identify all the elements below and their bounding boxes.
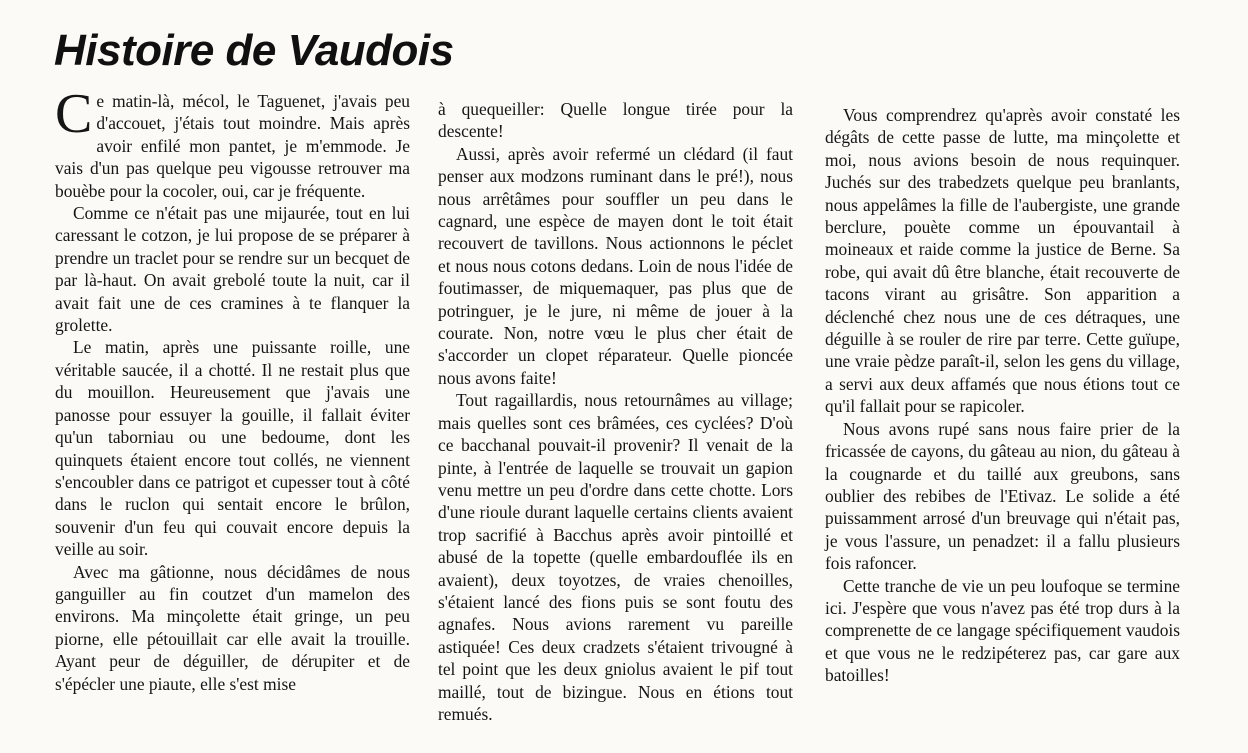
paragraph: Comme ce n'était pas une mijaurée, tout en lui caressant le cotzon, je lui propose de se préparer à prendre un traclet pour se rendre sur un becquet de par là-haut. On avait grebolé toute la nuit, car il avait fait une de ces cramines à te flanquer la grolette. [55, 203, 410, 336]
drop-cap: C [55, 83, 93, 145]
paragraph: Aussi, après avoir refermé un clédard (il faut penser aux modzons ruminant dans le pré!), nous nous arrêtâmes pour souffler un peu dans le cagnard, une espèce de mayen dont le toit était recouvert de tavillons. Nous actionnons le péclet et nous nous cotons dedans. Loin de nous l'idée de foutimasser, de miquemaquer, pas plus que de potringuer, je le jure, ni même de jouer à la courate. Non, notre vœu le plus cher était de s'accorder un clopet réparateur. Quelle pioncée nous avons faite! [438, 143, 793, 388]
article-column-3 [825, 104, 1180, 687]
paragraph: Cette tranche de vie un peu loufoque se termine ici. J'espère que vous n'avez pas été trop durs à la comprenette de ce langage spécifiquement vaudois et que vous ne le redzipéterez pas, car gare aux batoilles! [825, 575, 1180, 686]
paragraph: à quequeiller: Quelle longue tirée pour la descente! [438, 99, 793, 142]
paragraph-text: e matin-là, mécol, le Taguenet, j'avais peu d'accouet, j'étais tout moindre. Mais après avoir enfilé mon pantet, je m'emmode. Je vais d'un pas quelque peu vigousse retrouver ma bouèbe pour la cocoler, oui, car je fréquente. [55, 91, 410, 201]
paragraph: Le matin, après une puissante roille, une véritable saucée, il a chotté. Il ne restait plus que du mouillon. Heureusement que j'avais une panosse pour essuyer la gouille, il fallait éviter qu'un taborniau ou une bedoume, dont les quinquets étaient encore tout collés, ne viennent s'encoubler dans ce patrigot et cupesser tout à côté dans le ruclon qui sentait encore le brûlon, souvenir d'un feu qui couvait encore depuis la veille au soir. [55, 337, 410, 560]
paragraph: Nous avons rupé sans nous faire prier de la fricassée de cayons, du gâteau au nion, du gâteau à la cougnarde et du taillé aux greubons, sans oublier des rebibes de l'Etivaz. Le solide a été puissamment arrosé d'un breuvage qui n'était pas, je vous l'assure, un penadzet: il a fallu plusieurs fois rafoncer. [825, 418, 1180, 574]
paragraph: Avec ma gâtionne, nous décidâmes de nous ganguiller au fin coutzet d'un mamelon des environs. Ma minçolette était gringe, un peu piorne, elle pétouillait car elle avait la trouille. Ayant peur de déguiller, de dérupiter et de s'épécler une piaute, elle s'est mise [55, 561, 410, 694]
paragraph: Vous comprendrez qu'après avoir constaté les dégâts de cette passe de lutte, ma minçolette et moi, nous avions besoin de nous requinquer. Juchés sur des trabedzets quelque peu branlants, nous appelâmes la fille de l'aubergiste, une grande berclure, pouète comme un épouvantail à moineaux et raide comme la justice de Berne. Sa robe, qui avait dû être blanche, était recouverte de tacons virant au grisâtre. Son apparition a déclenché chez nous une de ces détraques, une déguille à se rouler de rire par terre. Cette guïupe, une vraie pèdze paraît-il, selon les gens du village, a servi aux deux affamés que nous étions tout ce qu'il fallait pour se rapicoler. [825, 105, 1180, 417]
article-title: Histoire de Vaudois [54, 26, 454, 75]
article-column-2 [438, 98, 793, 725]
paragraph [55, 83, 410, 202]
paragraph: Tout ragaillardis, nous retournâmes au village; mais quelles sont ces brâmées, ces cyclées? D'où ce bacchanal pouvait-il provenir? Il venait de la pinte, à l'entrée de laquelle se trouvait un gapion venu mettre un peu d'ordre dans cette chotte. Lors d'une rioule durant laquelle certains clients avaient trop sacrifié à Bacchus après avoir pintoillé et abusé de la topette (quelle embardouflée ils en avaient), deux toyotzes, de vraies chenoilles, s'étaient lancé des fions puis se sont foutu des agnafes. Nous avions rarement vu pareille astiquée! Ces deux cradzets s'étaient trivougné à tel point que les deux gniolus avaient le pif tout maillé, tout de bizingue. Nous en étions tout remués. [438, 390, 793, 724]
article-column-1 [55, 83, 410, 695]
